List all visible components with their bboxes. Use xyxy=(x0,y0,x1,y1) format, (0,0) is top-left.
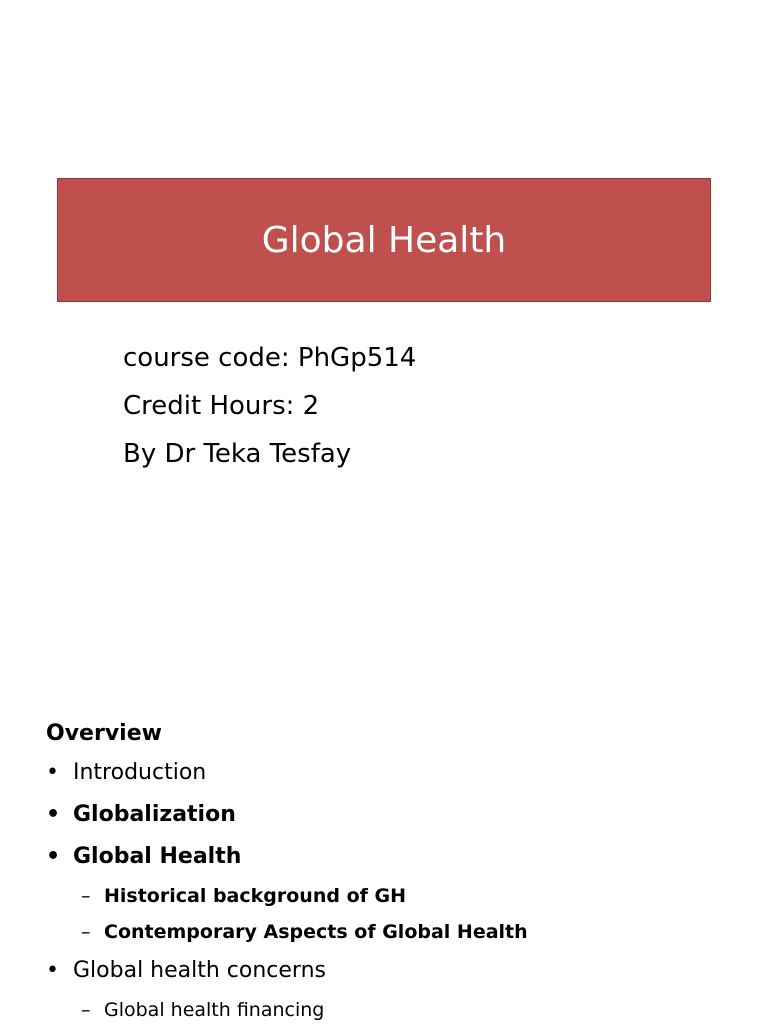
sub-list-item-label: Contemporary Aspects of Global Health xyxy=(104,921,528,943)
slide-title: Global Health xyxy=(261,219,507,261)
sub-list-item xyxy=(46,992,746,1024)
overview-heading: Overview xyxy=(46,721,162,746)
course-info xyxy=(123,334,416,478)
sub-list-item-label: Global health financing xyxy=(104,999,325,1021)
bullet-icon: • xyxy=(46,760,59,785)
sub-list-item xyxy=(46,878,746,914)
credit-hours-line: Credit Hours: 2 xyxy=(123,391,320,421)
sub-list-item xyxy=(46,914,746,950)
bullet-icon: • xyxy=(46,844,61,869)
list-item-label: Global Health xyxy=(73,844,242,869)
bullet-icon: • xyxy=(46,802,61,827)
sub-list-item-label: Historical background of GH xyxy=(104,885,406,907)
list-item-label: Global health concerns xyxy=(73,958,326,983)
course-code-line: course code: PhGp514 xyxy=(123,343,417,373)
list-item xyxy=(46,836,746,878)
dash-icon: – xyxy=(81,885,91,907)
author-line: By Dr Teka Tesfay xyxy=(123,439,352,469)
dash-icon: – xyxy=(81,999,91,1021)
title-banner xyxy=(57,178,711,302)
list-item xyxy=(46,752,746,794)
list-item-label: Introduction xyxy=(73,760,207,785)
list-item-label: Globalization xyxy=(73,802,236,827)
bullet-icon: • xyxy=(46,958,59,983)
list-item xyxy=(46,950,746,992)
overview-section xyxy=(46,716,746,1024)
list-item xyxy=(46,794,746,836)
dash-icon: – xyxy=(81,921,91,943)
